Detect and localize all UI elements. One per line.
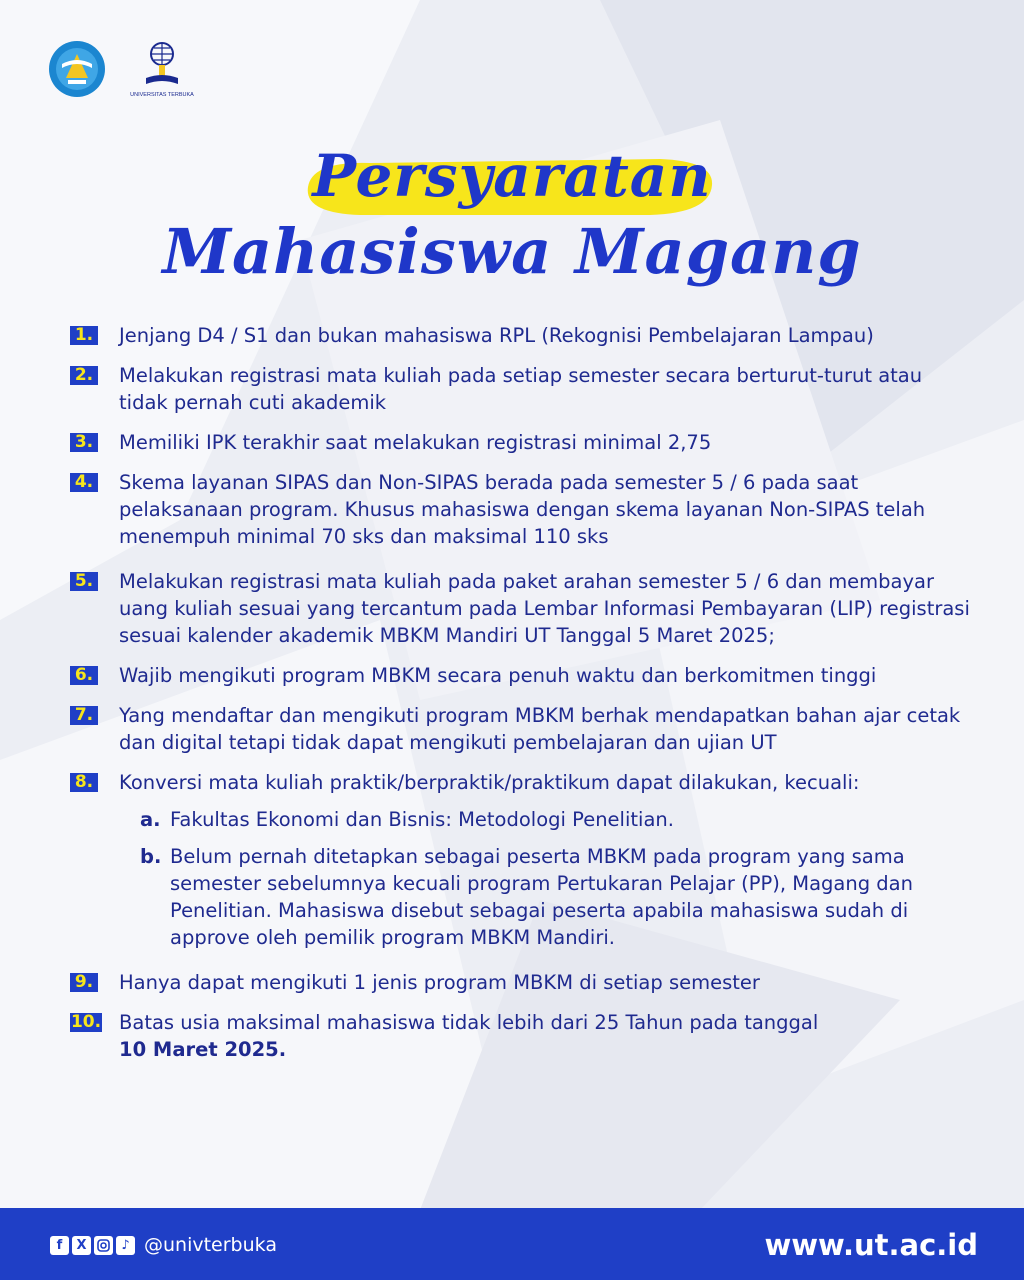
item-text-main: Batas usia maksimal mahasiswa tidak lebih dari 25 Tahun pada tanggal — [119, 1011, 819, 1034]
title-line-2: Mahasiswa Magang — [162, 215, 862, 288]
sub-item — [140, 806, 970, 833]
item-number: 9. — [70, 973, 98, 992]
facebook-icon[interactable]: f — [50, 1236, 69, 1255]
universitas-terbuka-logo — [132, 40, 192, 102]
item-text: Melakukan registrasi mata kuliah pada setiap semester secara berturut-turut atau tidak pernah cuti akademik — [119, 364, 923, 414]
list-item — [70, 702, 970, 756]
footer-bar — [0, 1208, 1024, 1280]
logo-group — [48, 40, 192, 102]
item-number: 7. — [70, 706, 98, 725]
item-text: Skema layanan SIPAS dan Non-SIPAS berada pada semester 5 / 6 pada saat pelaksanaan program. Khusus mahasiswa dengan skema layanan Non-SIPAS telah menempuh minimal 70 sks dan maksimal 110 sks — [119, 471, 926, 548]
requirements-list — [70, 322, 970, 1076]
sub-item — [140, 843, 970, 951]
item-text: Konversi mata kuliah praktik/berpraktik/praktikum dapat dilakukan, kecuali: — [119, 771, 860, 794]
list-item — [70, 429, 970, 456]
tut-wuri-logo — [48, 40, 106, 98]
website-link[interactable]: www.ut.ac.id — [764, 1228, 978, 1262]
title-line-1: Persyaratan — [312, 142, 712, 210]
item-number: 2. — [70, 366, 98, 385]
item-number: 6. — [70, 666, 98, 685]
item-number: 8. — [70, 773, 98, 792]
list-item — [70, 662, 970, 689]
sub-item-letter: a. — [140, 808, 161, 831]
list-item — [70, 969, 970, 996]
tiktok-icon[interactable]: ♪ — [116, 1236, 135, 1255]
item-number: 3. — [70, 433, 98, 452]
x-icon[interactable]: X — [72, 1236, 91, 1255]
sub-item-text: Fakultas Ekonomi dan Bisnis: Metodologi Penelitian. — [170, 808, 674, 831]
social-handle[interactable]: @univterbuka — [144, 1234, 277, 1256]
item-number: 1. — [70, 326, 98, 345]
instagram-icon[interactable] — [94, 1236, 113, 1255]
sub-item-letter: b. — [140, 845, 162, 868]
item-text: Memiliki IPK terakhir saat melakukan registrasi minimal 2,75 — [119, 431, 712, 454]
item-text-date: 10 Maret 2025. — [119, 1038, 287, 1061]
page-title — [0, 140, 1024, 290]
list-item — [70, 362, 970, 416]
sub-item-text: Belum pernah ditetapkan sebagai peserta MBKM pada program yang sama semester sebelumnya kecuali program Pertukaran Pelajar (PP), Magang dan Penelitian. Mahasiswa disebut sebagai peserta apabila mahasiswa sudah di approve oleh pemilik program MBKM Mandiri. — [170, 845, 913, 949]
list-item — [70, 568, 970, 649]
item-number: 10. — [70, 1012, 102, 1032]
item-text: Hanya dapat mengikuti 1 jenis program MBKM di setiap semester — [119, 971, 760, 994]
item-number: 4. — [70, 473, 98, 492]
item-text: Wajib mengikuti program MBKM secara penuh waktu dan berkomitmen tinggi — [119, 664, 877, 687]
list-item — [70, 322, 970, 349]
item-text — [119, 1009, 818, 1063]
item-number: 5. — [70, 572, 98, 591]
item-text: Melakukan registrasi mata kuliah pada paket arahan semester 5 / 6 dan membayar uang kuliah sesuai yang tercantum pada Lembar Informasi Pembayaran (LIP) registrasi sesuai kalender akademik MBKM Mandiri UT Tanggal 5 Maret 2025; — [119, 570, 970, 647]
list-item — [70, 469, 970, 550]
list-item — [70, 1009, 970, 1063]
list-item — [70, 769, 970, 796]
social-links — [50, 1236, 277, 1255]
item-text: Jenjang D4 / S1 dan bukan mahasiswa RPL (Rekognisi Pembelajaran Lampau) — [119, 324, 874, 347]
item-text: Yang mendaftar dan mengikuti program MBKM berhak mendapatkan bahan ajar cetak dan digital tetapi tidak dapat mengikuti pembelajaran dan ujian UT — [119, 704, 961, 754]
ut-logo-caption: UNIVERSITAS TERBUKA — [130, 92, 194, 98]
